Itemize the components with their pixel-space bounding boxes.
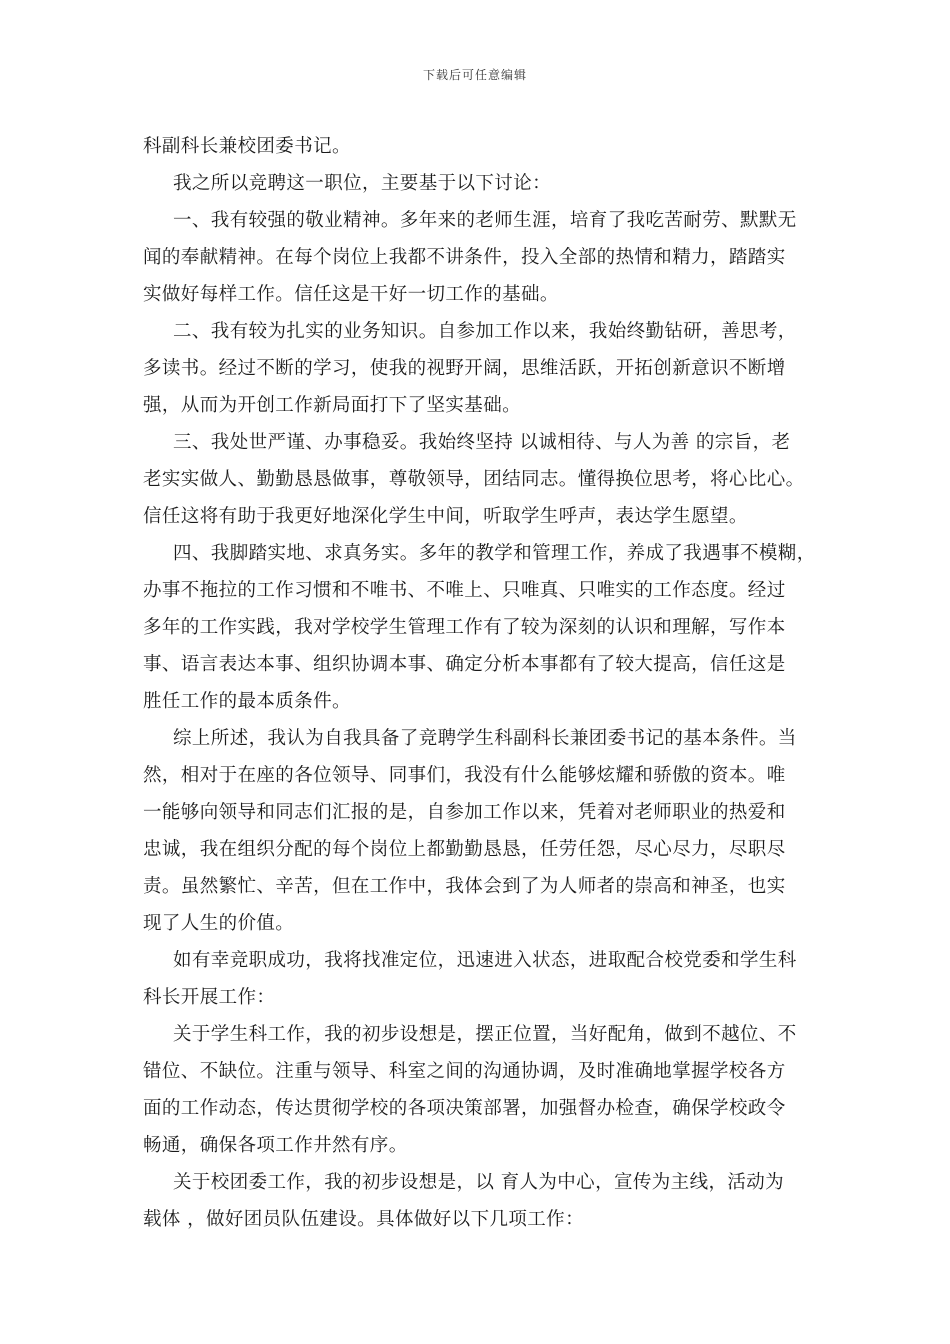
- text-line: 综上所述，我认为自我具备了竞聘学生科副科长兼团委书记的基本条件。当: [173, 728, 797, 749]
- text-line: 现了人生的价值。: [143, 913, 295, 934]
- text-line: 如有幸竞职成功，我将找准定位，迅速进入状态，进取配合校党委和学生科: [173, 950, 797, 971]
- text-line: 闻的奉献精神。在每个岗位上我都不讲条件，投入全部的热情和精力，踏踏实: [143, 247, 786, 268]
- text-line: 强，从而为开创工作新局面打下了坚实基础。: [143, 395, 522, 416]
- text-line: 办事不拖拉的工作习惯和不唯书、不唯上、只唯真、只唯实的工作态度。经过: [143, 580, 786, 601]
- text-line: 胜任工作的最本质条件。: [143, 691, 351, 712]
- text-line: 科长开展工作：: [143, 987, 276, 1008]
- text-line: 然，相对于在座的各位领导、同事们，我没有什么能够炫耀和骄傲的资本。唯: [143, 765, 786, 786]
- text-line: 老实实做人、勤勤恳恳做事，尊敬领导，团结同志。懂得换位思考，将心比心。: [143, 469, 805, 490]
- text-line: 科副科长兼校团委书记。: [143, 136, 351, 157]
- text-line: 一能够向领导和同志们汇报的是，自参加工作以来，凭着对老师职业的热爱和: [143, 802, 786, 823]
- text-line: 事、语言表达本事、组织协调本事、确定分析本事都有了较大提高，信任这是: [143, 654, 786, 675]
- text-line: 信任这将有助于我更好地深化学生中间，听取学生呼声，表达学生愿望。: [143, 506, 748, 527]
- text-line: 多年的工作实践，我对学校学生管理工作有了较为深刻的认识和理解，写作本: [143, 617, 786, 638]
- text-line: 三、我处世严谨、办事稳妥。我始终坚持 以诚相待、与人为善 的宗旨，老: [173, 432, 791, 453]
- document-body: [143, 128, 816, 1238]
- text-line: 二、我有较为扎实的业务知识。自参加工作以来，我始终勤钻研，善思考，: [173, 321, 797, 342]
- text-line: 载体 ，做好团员队伍建设。具体做好以下几项工作：: [143, 1209, 584, 1230]
- text-line: 我之所以竞聘这一职位，主要基于以下讨论：: [173, 173, 552, 194]
- text-line: 忠诚，我在组织分配的每个岗位上都勤勤恳恳，任劳任怨，尽心尽力，尽职尽: [143, 839, 786, 860]
- text-line: 四、我脚踏实地、求真务实。多年的教学和管理工作，养成了我遇事不模糊，: [173, 543, 816, 564]
- text-line: 畅通，确保各项工作井然有序。: [143, 1135, 408, 1156]
- text-line: 一、我有较强的敬业精神。多年来的老师生涯，培育了我吃苦耐劳、默默无: [173, 210, 797, 231]
- text-line: 多读书。经过不断的学习，使我的视野开阔，思维活跃，开拓创新意识不断增: [143, 358, 786, 379]
- text-line: 关于校团委工作，我的初步设想是，以 育人为中心，宣传为主线，活动为: [173, 1172, 785, 1193]
- text-line: 责。虽然繁忙、辛苦，但在工作中，我体会到了为人师者的崇高和神圣，也实: [143, 876, 786, 897]
- text-line: 关于学生科工作，我的初步设想是，摆正位置，当好配角，做到不越位、不: [173, 1024, 797, 1045]
- text-line: 面的工作动态，传达贯彻学校的各项决策部署，加强督办检查，确保学校政令: [143, 1098, 786, 1119]
- text-line: 错位、不缺位。注重与领导、科室之间的沟通协调，及时准确地掌握学校各方: [143, 1061, 786, 1082]
- page-header: 下载后可任意编辑: [422, 68, 527, 82]
- text-line: 实做好每样工作。信任这是干好一切工作的基础。: [143, 284, 559, 305]
